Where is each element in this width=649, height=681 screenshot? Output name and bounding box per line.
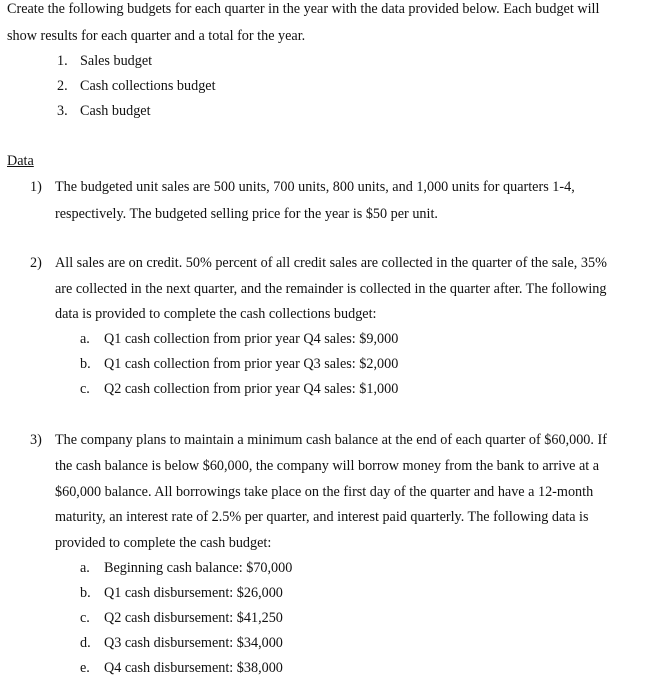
item-number: 1) [30, 179, 42, 195]
item-text-line: data is provided to complete the cash collections budget: [55, 306, 377, 322]
list-label: Sales budget [80, 53, 153, 69]
sub-item-letter: b. [80, 356, 91, 372]
sub-item-letter: c. [80, 610, 90, 626]
sub-item-label: Q3 cash disbursement: $34,000 [104, 635, 283, 651]
item-text-line: $60,000 balance. All borrowings take place on the first day of the quarter and have a 12-month [55, 484, 594, 500]
list-label: Cash budget [80, 103, 151, 119]
item-number: 2) [30, 255, 42, 271]
intro-line-2: show results for each quarter and a total for the year. [7, 28, 306, 44]
data-heading: Data [7, 153, 34, 169]
sub-item-letter: d. [80, 635, 91, 651]
sub-item-label: Q1 cash collection from prior year Q3 sales: $2,000 [104, 356, 399, 372]
item-text-line: the cash balance is below $60,000, the company will borrow money from the bank to arrive at a [55, 458, 600, 474]
item-text-line: provided to complete the cash budget: [55, 535, 272, 551]
item-text-line: maturity, an interest rate of 2.5% per quarter, and interest paid quarterly. The following data is [55, 509, 589, 525]
sub-item-label: Q2 cash collection from prior year Q4 sales: $1,000 [104, 381, 399, 397]
sub-item-label: Q2 cash disbursement: $41,250 [104, 610, 283, 626]
list-number: 1. [57, 53, 68, 69]
item-text-line: The budgeted unit sales are 500 units, 700 units, 800 units, and 1,000 units for quarters 1-4, [55, 179, 575, 195]
sub-item-letter: c. [80, 381, 90, 397]
list-label: Cash collections budget [80, 78, 216, 94]
sub-item-label: Beginning cash balance: $70,000 [104, 560, 293, 576]
sub-item-label: Q1 cash collection from prior year Q4 sales: $9,000 [104, 331, 399, 347]
item-text-line: The company plans to maintain a minimum cash balance at the end of each quarter of $60,000. If [55, 432, 607, 448]
item-text-line: All sales are on credit. 50% percent of all credit sales are collected in the quarter of the sale, 35% [55, 255, 607, 271]
sub-item-letter: e. [80, 660, 90, 676]
item-text-line: are collected in the next quarter, and the remainder is collected in the quarter after. The following [55, 281, 607, 297]
sub-item-letter: b. [80, 585, 91, 601]
list-number: 3. [57, 103, 68, 119]
list-number: 2. [57, 78, 68, 94]
item-number: 3) [30, 432, 42, 448]
item-text-line: respectively. The budgeted selling price for the year is $50 per unit. [55, 206, 438, 222]
intro-line-1: Create the following budgets for each quarter in the year with the data provided below. Each budget will [7, 1, 600, 17]
sub-item-label: Q1 cash disbursement: $26,000 [104, 585, 283, 601]
sub-item-letter: a. [80, 560, 90, 576]
sub-item-letter: a. [80, 331, 90, 347]
sub-item-label: Q4 cash disbursement: $38,000 [104, 660, 283, 676]
